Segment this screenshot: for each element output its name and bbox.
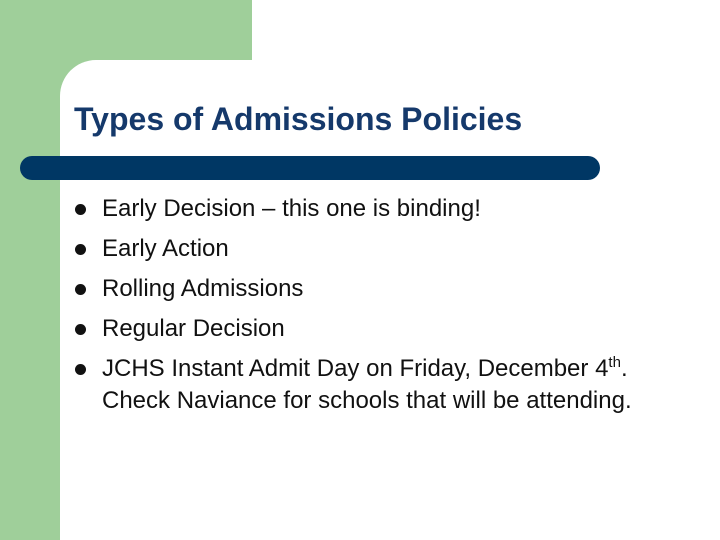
bullet-text: Early Action	[102, 235, 229, 262]
list-item	[0, 193, 662, 225]
list-item	[0, 273, 662, 305]
bullet-text: Rolling Admissions	[102, 275, 304, 302]
bullet-icon	[75, 204, 86, 215]
bullet-icon	[75, 364, 86, 375]
title-underline-bar	[20, 156, 600, 180]
bullet-icon	[75, 284, 86, 295]
slide-title: Types of Admissions Policies	[74, 101, 523, 137]
list-item	[0, 313, 662, 345]
bullet-text: Early Decision – this one is binding!	[102, 195, 481, 222]
list-item	[0, 233, 662, 265]
bullet-list	[0, 193, 662, 425]
bullet-text-part: JCHS Instant Admit Day on Friday, December 4	[102, 355, 609, 382]
bullet-icon	[75, 324, 86, 335]
bullet-text: Regular Decision	[102, 315, 285, 342]
ordinal-suffix: th	[608, 354, 621, 371]
bullet-icon	[75, 244, 86, 255]
list-item	[0, 353, 662, 417]
bullet-text-part: . Check Naviance for schools that will be attending.	[102, 355, 632, 414]
